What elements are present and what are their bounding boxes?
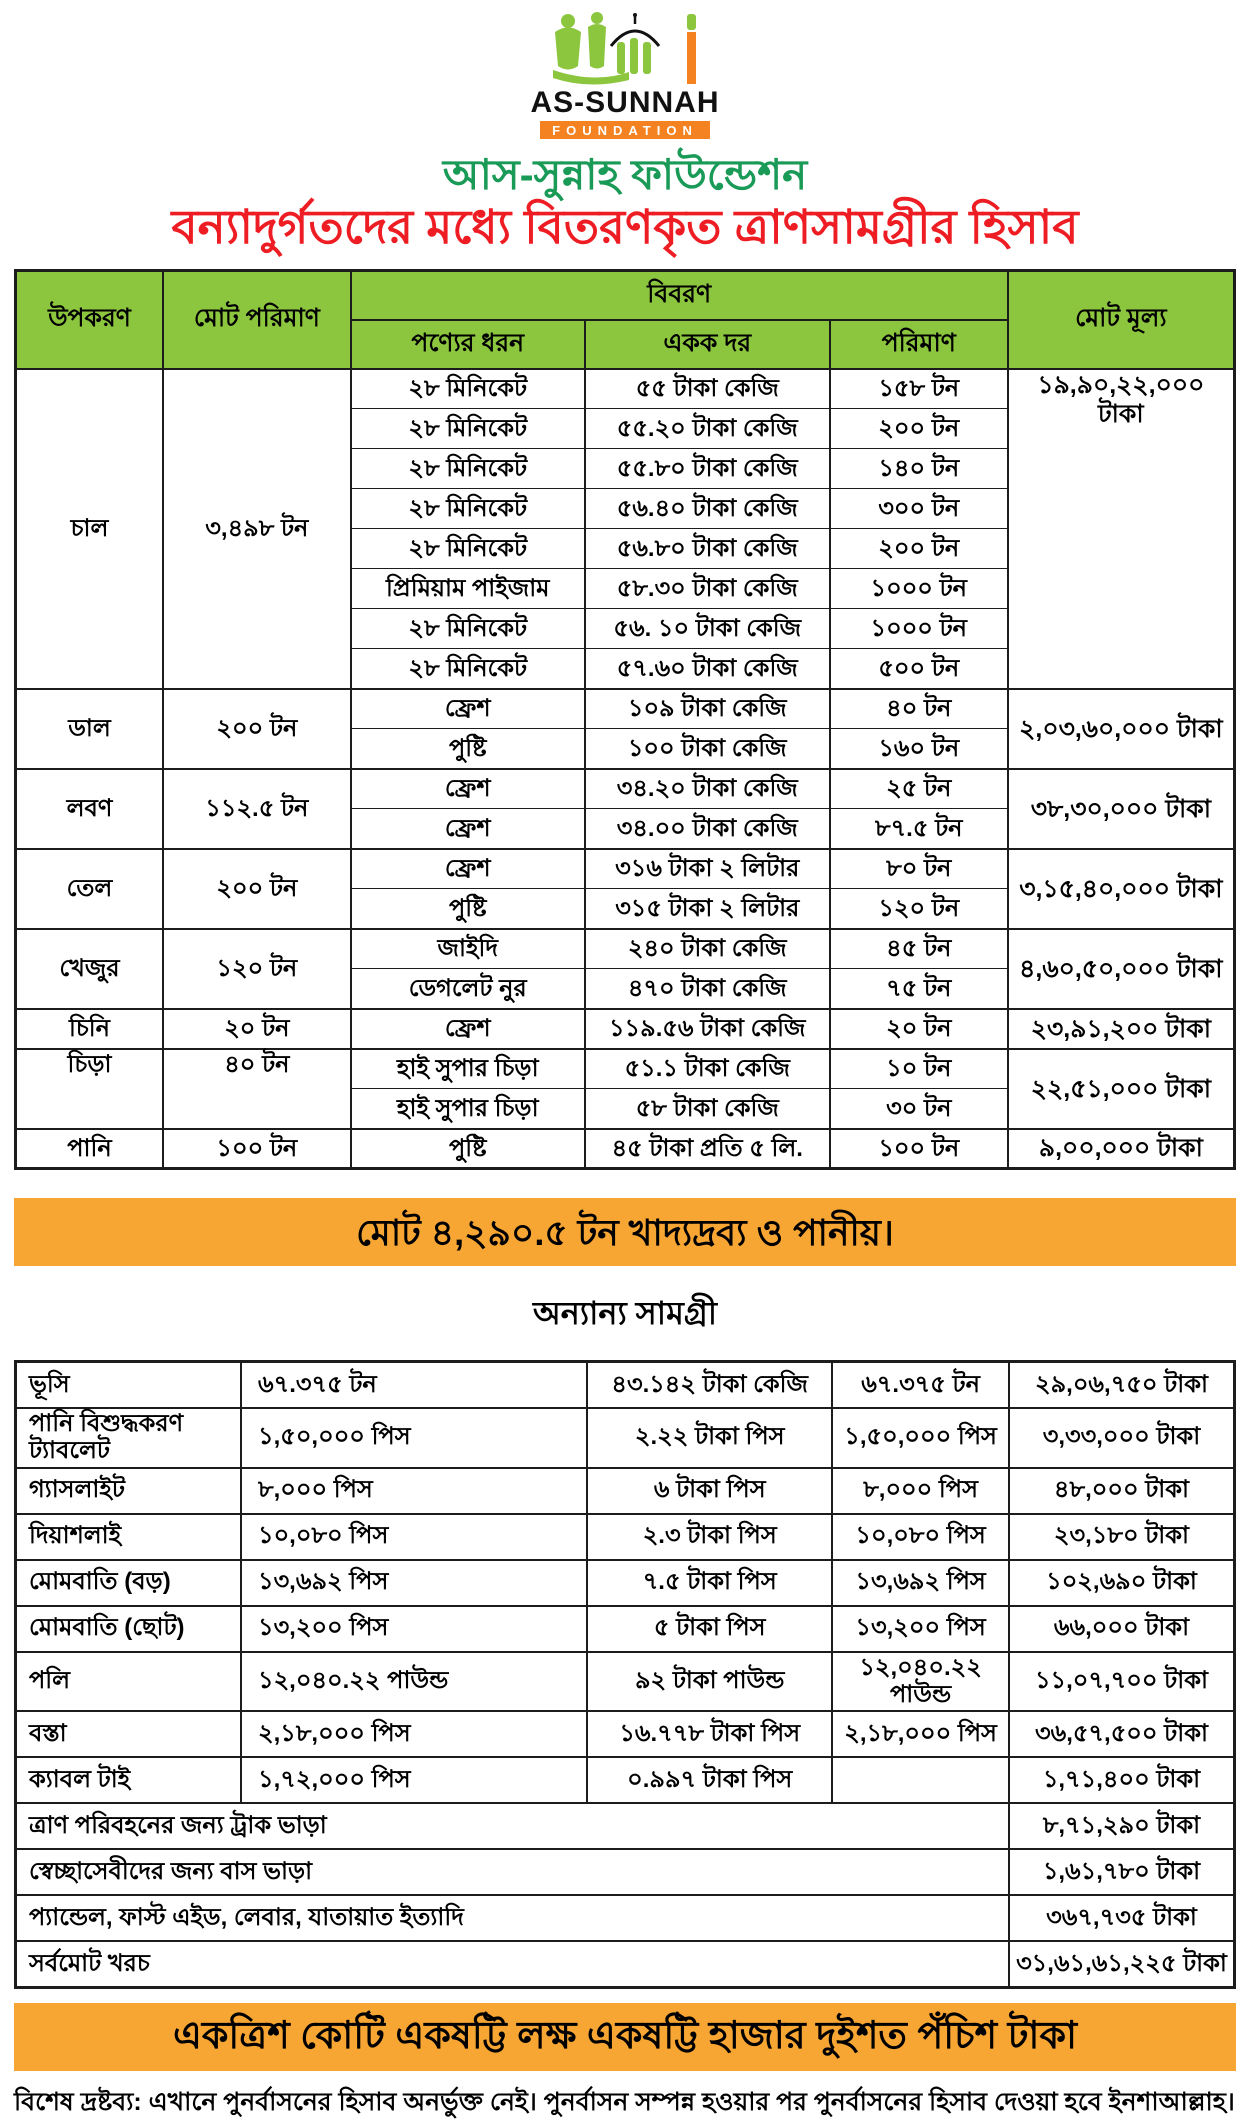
quantity-cell: ১০০০ টন xyxy=(830,609,1008,649)
product-type-cell: ২৮ মিনিকেট xyxy=(351,369,585,409)
unit-rate-cell: ৫৭.৬০ টাকা কেজি xyxy=(585,649,830,689)
table-row xyxy=(16,1652,1235,1712)
total-value-cell: ২২,৫১,০০০ টাকা xyxy=(1008,1049,1235,1129)
quantity-cell: ১০০০ টন xyxy=(830,569,1008,609)
material-cell: ডাল xyxy=(16,689,163,769)
item-quantity2-cell: ৮,০০০ পিস xyxy=(832,1468,1009,1514)
as-sunnah-logo xyxy=(14,12,1236,139)
total-quantity-cell: ২০০ টন xyxy=(163,849,351,929)
table-row xyxy=(16,1408,1235,1468)
unit-rate-cell: ১০০ টাকা কেজি xyxy=(585,729,830,769)
item-name-cell: ক্যাবল টাই xyxy=(16,1757,242,1803)
product-type-cell: পুষ্টি xyxy=(351,889,585,929)
table-row xyxy=(16,1468,1235,1514)
material-cell: চাল xyxy=(16,369,163,689)
summary-value-cell: ৩৬৭,৭৩৫ টাকা xyxy=(1009,1895,1235,1941)
item-name-cell: মোমবাতি (ছোট) xyxy=(16,1606,242,1652)
unit-rate-cell: ৫৬.৮০ টাকা কেজি xyxy=(585,529,830,569)
product-type-cell: ফ্রেশ xyxy=(351,849,585,889)
summary-row xyxy=(16,1803,1235,1849)
quantity-cell: ৫০০ টন xyxy=(830,649,1008,689)
logo-wordmark: AS-SUNNAH xyxy=(530,86,720,119)
table-row xyxy=(16,1560,1235,1606)
item-quantity-cell: ২,১৮,০০০ পিস xyxy=(241,1711,587,1757)
logo-mark-icon xyxy=(535,12,715,86)
item-unit-rate-cell: ৪৩.১৪২ টাকা কেজি xyxy=(587,1362,832,1408)
quantity-cell: ৩০০ টন xyxy=(830,489,1008,529)
col-header-details-group: বিবরণ xyxy=(351,270,1008,320)
item-name-cell: বস্তা xyxy=(16,1711,242,1757)
summary-row xyxy=(16,1895,1235,1941)
summary-value-cell: ৮,৭১,২৯০ টাকা xyxy=(1009,1803,1235,1849)
product-type-cell: ২৮ মিনিকেট xyxy=(351,529,585,569)
quantity-cell: ২০০ টন xyxy=(830,529,1008,569)
product-type-cell: পুষ্টি xyxy=(351,1129,585,1169)
quantity-cell: ১৬০ টন xyxy=(830,729,1008,769)
table-row xyxy=(16,849,1235,889)
item-quantity2-cell: ২,১৮,০০০ পিস xyxy=(832,1711,1009,1757)
quantity-cell: ২০০ টন xyxy=(830,409,1008,449)
item-quantity2-cell: ১,৫০,০০০ পিস xyxy=(832,1408,1009,1468)
col-header-total-value: মোট মূল্য xyxy=(1008,270,1235,369)
col-header-material: উপকরণ xyxy=(16,270,163,369)
item-unit-rate-cell: ৭.৫ টাকা পিস xyxy=(587,1560,832,1606)
product-type-cell: ২৮ মিনিকেট xyxy=(351,489,585,529)
col-header-total-quantity: মোট পরিমাণ xyxy=(163,270,351,369)
table-row xyxy=(16,1514,1235,1560)
material-cell: চিনি xyxy=(16,1009,163,1049)
unit-rate-cell: ১১৯.৫৬ টাকা কেজি xyxy=(585,1009,830,1049)
item-quantity2-cell: ১০,০৮০ পিস xyxy=(832,1514,1009,1560)
item-unit-rate-cell: ৯২ টাকা পাউন্ড xyxy=(587,1652,832,1712)
col-header-unit-rate: একক দর xyxy=(585,320,830,369)
item-value-cell: ৩৬,৫৭,৫০০ টাকা xyxy=(1009,1711,1235,1757)
item-quantity-cell: ১,৫০,০০০ পিস xyxy=(241,1408,587,1468)
quantity-cell: ১৪০ টন xyxy=(830,449,1008,489)
unit-rate-cell: ২৪০ টাকা কেজি xyxy=(585,929,830,969)
other-materials-table xyxy=(14,1360,1236,1989)
total-quantity-cell: ১০০ টন xyxy=(163,1129,351,1169)
item-name-cell: মোমবাতি (বড়) xyxy=(16,1560,242,1606)
unit-rate-cell: ৫১.১ টাকা কেজি xyxy=(585,1049,830,1089)
item-value-cell: ২৩,১৮০ টাকা xyxy=(1009,1514,1235,1560)
special-note: বিশেষ দ্রষ্টব্য: এখানে পুনর্বাসনের হিসাব অনর্ভুক্ত নেই। পুনর্বাসন সম্পন্ন হওয়ার পর পুনর্বাসনের হিসাব দেওয়া হবে ইনশাআল্লাহ। xyxy=(14,2087,1235,2116)
total-quantity-cell: ১২০ টন xyxy=(163,929,351,1009)
total-quantity-cell: ২০ টন xyxy=(163,1009,351,1049)
table-row xyxy=(16,1049,1235,1089)
item-quantity-cell: ১৩,২০০ পিস xyxy=(241,1606,587,1652)
quantity-cell: ১৫৮ টন xyxy=(830,369,1008,409)
quantity-cell: ৮৭.৫ টন xyxy=(830,809,1008,849)
grand-total-banner: একত্রিশ কোটি একষট্টি লক্ষ একষট্টি হাজার দুইশত পঁচিশ টাকা xyxy=(14,2003,1236,2071)
item-quantity2-cell: ১২,০৪০.২২ পাউন্ড xyxy=(832,1652,1009,1712)
product-type-cell: ফ্রেশ xyxy=(351,769,585,809)
item-quantity-cell: ১৩,৬৯২ পিস xyxy=(241,1560,587,1606)
summary-label-cell: প্যান্ডেল, ফাস্ট এইড, লেবার, যাতায়াত ইত্যাদি xyxy=(16,1895,1009,1941)
item-value-cell: ২৯,০৬,৭৫০ টাকা xyxy=(1009,1362,1235,1408)
unit-rate-cell: ৫৫.২০ টাকা কেজি xyxy=(585,409,830,449)
table-row xyxy=(16,369,1235,409)
item-value-cell: ১০২,৬৯০ টাকা xyxy=(1009,1560,1235,1606)
product-type-cell: ২৮ মিনিকেট xyxy=(351,649,585,689)
item-name-cell: ভূসি xyxy=(16,1362,242,1408)
quantity-cell: ১০০ টন xyxy=(830,1129,1008,1169)
product-type-cell: জাইদি xyxy=(351,929,585,969)
unit-rate-cell: ৫৫ টাকা কেজি xyxy=(585,369,830,409)
material-cell: লবণ xyxy=(16,769,163,849)
table-row xyxy=(16,1757,1235,1803)
unit-rate-cell: ১০৯ টাকা কেজি xyxy=(585,689,830,729)
unit-rate-cell: ৫৬. ১০ টাকা কেজি xyxy=(585,609,830,649)
total-value-cell: ৩৮,৩০,০০০ টাকা xyxy=(1008,769,1235,849)
org-title: আস-সুন্নাহ ফাউন্ডেশন xyxy=(442,151,808,198)
item-unit-rate-cell: ৬ টাকা পিস xyxy=(587,1468,832,1514)
summary-row xyxy=(16,1941,1235,1987)
food-relief-table xyxy=(14,269,1236,1171)
material-cell: তেল xyxy=(16,849,163,929)
product-type-cell: ফ্রেশ xyxy=(351,809,585,849)
table-row xyxy=(16,1129,1235,1169)
quantity-cell: ২৫ টন xyxy=(830,769,1008,809)
summary-label-cell: ত্রাণ পরিবহনের জন্য ট্রাক ভাড়া xyxy=(16,1803,1009,1849)
table-row xyxy=(16,929,1235,969)
quantity-cell: ১০ টন xyxy=(830,1049,1008,1089)
item-name-cell: পলি xyxy=(16,1652,242,1712)
total-value-cell: ১৯,৯০,২২,০০০ টাকা xyxy=(1008,369,1235,689)
product-type-cell: প্রিমিয়াম পাইজাম xyxy=(351,569,585,609)
unit-rate-cell: ৩৪.২০ টাকা কেজি xyxy=(585,769,830,809)
quantity-cell: ২০ টন xyxy=(830,1009,1008,1049)
unit-rate-cell: ৫৫.৮০ টাকা কেজি xyxy=(585,449,830,489)
item-value-cell: ১১,০৭,৭০০ টাকা xyxy=(1009,1652,1235,1712)
item-unit-rate-cell: ৫ টাকা পিস xyxy=(587,1606,832,1652)
unit-rate-cell: ৫৬.৪০ টাকা কেজি xyxy=(585,489,830,529)
item-value-cell: ৩,৩৩,০০০ টাকা xyxy=(1009,1408,1235,1468)
total-value-cell: ২৩,৯১,২০০ টাকা xyxy=(1008,1009,1235,1049)
material-cell: খেজুর xyxy=(16,929,163,1009)
item-value-cell: ১,৭১,৪০০ টাকা xyxy=(1009,1757,1235,1803)
col-header-quantity: পরিমাণ xyxy=(830,320,1008,369)
item-value-cell: ৪৮,০০০ টাকা xyxy=(1009,1468,1235,1514)
unit-rate-cell: ৪৫ টাকা প্রতি ৫ লি. xyxy=(585,1129,830,1169)
unit-rate-cell: ৩১৬ টাকা ২ লিটার xyxy=(585,849,830,889)
summary-row xyxy=(16,1849,1235,1895)
total-value-cell: ২,০৩,৬০,০০০ টাকা xyxy=(1008,689,1235,769)
item-name-cell: গ্যাসলাইট xyxy=(16,1468,242,1514)
item-unit-rate-cell: ২.৩ টাকা পিস xyxy=(587,1514,832,1560)
item-quantity2-cell: ১৩,২০০ পিস xyxy=(832,1606,1009,1652)
unit-rate-cell: ৩৪.০০ টাকা কেজি xyxy=(585,809,830,849)
table-row xyxy=(16,1362,1235,1408)
col-header-product-type: পণ্যের ধরন xyxy=(351,320,585,369)
product-type-cell: ফ্রেশ xyxy=(351,689,585,729)
unit-rate-cell: ৩১৫ টাকা ২ লিটার xyxy=(585,889,830,929)
unit-rate-cell: ৫৮.৩০ টাকা কেজি xyxy=(585,569,830,609)
summary-value-cell: ১,৬১,৭৮০ টাকা xyxy=(1009,1849,1235,1895)
table-row xyxy=(16,769,1235,809)
item-quantity2-cell: ৬৭.৩৭৫ টন xyxy=(832,1362,1009,1408)
total-value-cell: ৩,১৫,৪০,০০০ টাকা xyxy=(1008,849,1235,929)
item-quantity-cell: ১,৭২,০০০ পিস xyxy=(241,1757,587,1803)
total-value-cell: ৯,০০,০০০ টাকা xyxy=(1008,1129,1235,1169)
total-quantity-cell: ২০০ টন xyxy=(163,689,351,769)
table-row xyxy=(16,1009,1235,1049)
quantity-cell: ১২০ টন xyxy=(830,889,1008,929)
total-quantity-cell: ৪০ টন xyxy=(163,1049,351,1129)
item-quantity-cell: ১০,০৮০ পিস xyxy=(241,1514,587,1560)
total-value-cell: ৪,৬০,৫০,০০০ টাকা xyxy=(1008,929,1235,1009)
logo-foundation-label: FOUNDATION xyxy=(540,121,710,139)
quantity-cell: ৩০ টন xyxy=(830,1089,1008,1129)
summary-label-cell: সর্বমোট খরচ xyxy=(16,1941,1009,1987)
item-unit-rate-cell: ০.৯৯৭ টাকা পিস xyxy=(587,1757,832,1803)
product-type-cell: হাই সুপার চিড়া xyxy=(351,1049,585,1089)
item-unit-rate-cell: ১৬.৭৭৮ টাকা পিস xyxy=(587,1711,832,1757)
product-type-cell: ২৮ মিনিকেট xyxy=(351,409,585,449)
item-quantity-cell: ৮,০০০ পিস xyxy=(241,1468,587,1514)
table-row xyxy=(16,1711,1235,1757)
material-cell: পানি xyxy=(16,1129,163,1169)
quantity-cell: ৪৫ টন xyxy=(830,929,1008,969)
summary-label-cell: স্বেচ্ছাসেবীদের জন্য বাস ভাড়া xyxy=(16,1849,1009,1895)
quantity-cell: ৪০ টন xyxy=(830,689,1008,729)
item-quantity-cell: ৬৭.৩৭৫ টন xyxy=(241,1362,587,1408)
quantity-cell: ৮০ টন xyxy=(830,849,1008,889)
product-type-cell: ২৮ মিনিকেট xyxy=(351,449,585,489)
product-type-cell: ফ্রেশ xyxy=(351,1009,585,1049)
total-quantity-cell: ১১২.৫ টন xyxy=(163,769,351,849)
product-type-cell: ডেগলেট নুর xyxy=(351,969,585,1009)
total-food-banner: মোট ৪,২৯০.৫ টন খাদ্যদ্রব্য ও পানীয়। xyxy=(14,1198,1236,1266)
item-quantity-cell: ১২,০৪০.২২ পাউন্ড xyxy=(241,1652,587,1712)
product-type-cell: পুষ্টি xyxy=(351,729,585,769)
unit-rate-cell: ৪৭০ টাকা কেজি xyxy=(585,969,830,1009)
page-title: বন্যাদুর্গতদের মধ্যে বিতরণকৃত ত্রাণসামগ্রীর হিসাব xyxy=(171,200,1079,254)
item-unit-rate-cell: ২.২২ টাকা পিস xyxy=(587,1408,832,1468)
product-type-cell: হাই সুপার চিড়া xyxy=(351,1089,585,1129)
summary-value-cell: ৩১,৬১,৬১,২২৫ টাকা xyxy=(1009,1941,1235,1987)
product-type-cell: ২৮ মিনিকেট xyxy=(351,609,585,649)
total-quantity-cell: ৩,৪৯৮ টন xyxy=(163,369,351,689)
material-cell: চিড়া xyxy=(16,1049,163,1129)
table-row xyxy=(16,689,1235,729)
other-materials-heading: অন্যান্য সামগ্রী xyxy=(533,1295,717,1332)
item-value-cell: ৬৬,০০০ টাকা xyxy=(1009,1606,1235,1652)
item-name-cell: দিয়াশলাই xyxy=(16,1514,242,1560)
item-quantity2-cell xyxy=(832,1757,1009,1803)
item-quantity2-cell: ১৩,৬৯২ পিস xyxy=(832,1560,1009,1606)
table-row xyxy=(16,1606,1235,1652)
quantity-cell: ৭৫ টন xyxy=(830,969,1008,1009)
unit-rate-cell: ৫৮ টাকা কেজি xyxy=(585,1089,830,1129)
item-name-cell: পানি বিশুদ্ধকরণ ট্যাবলেট xyxy=(16,1408,242,1468)
